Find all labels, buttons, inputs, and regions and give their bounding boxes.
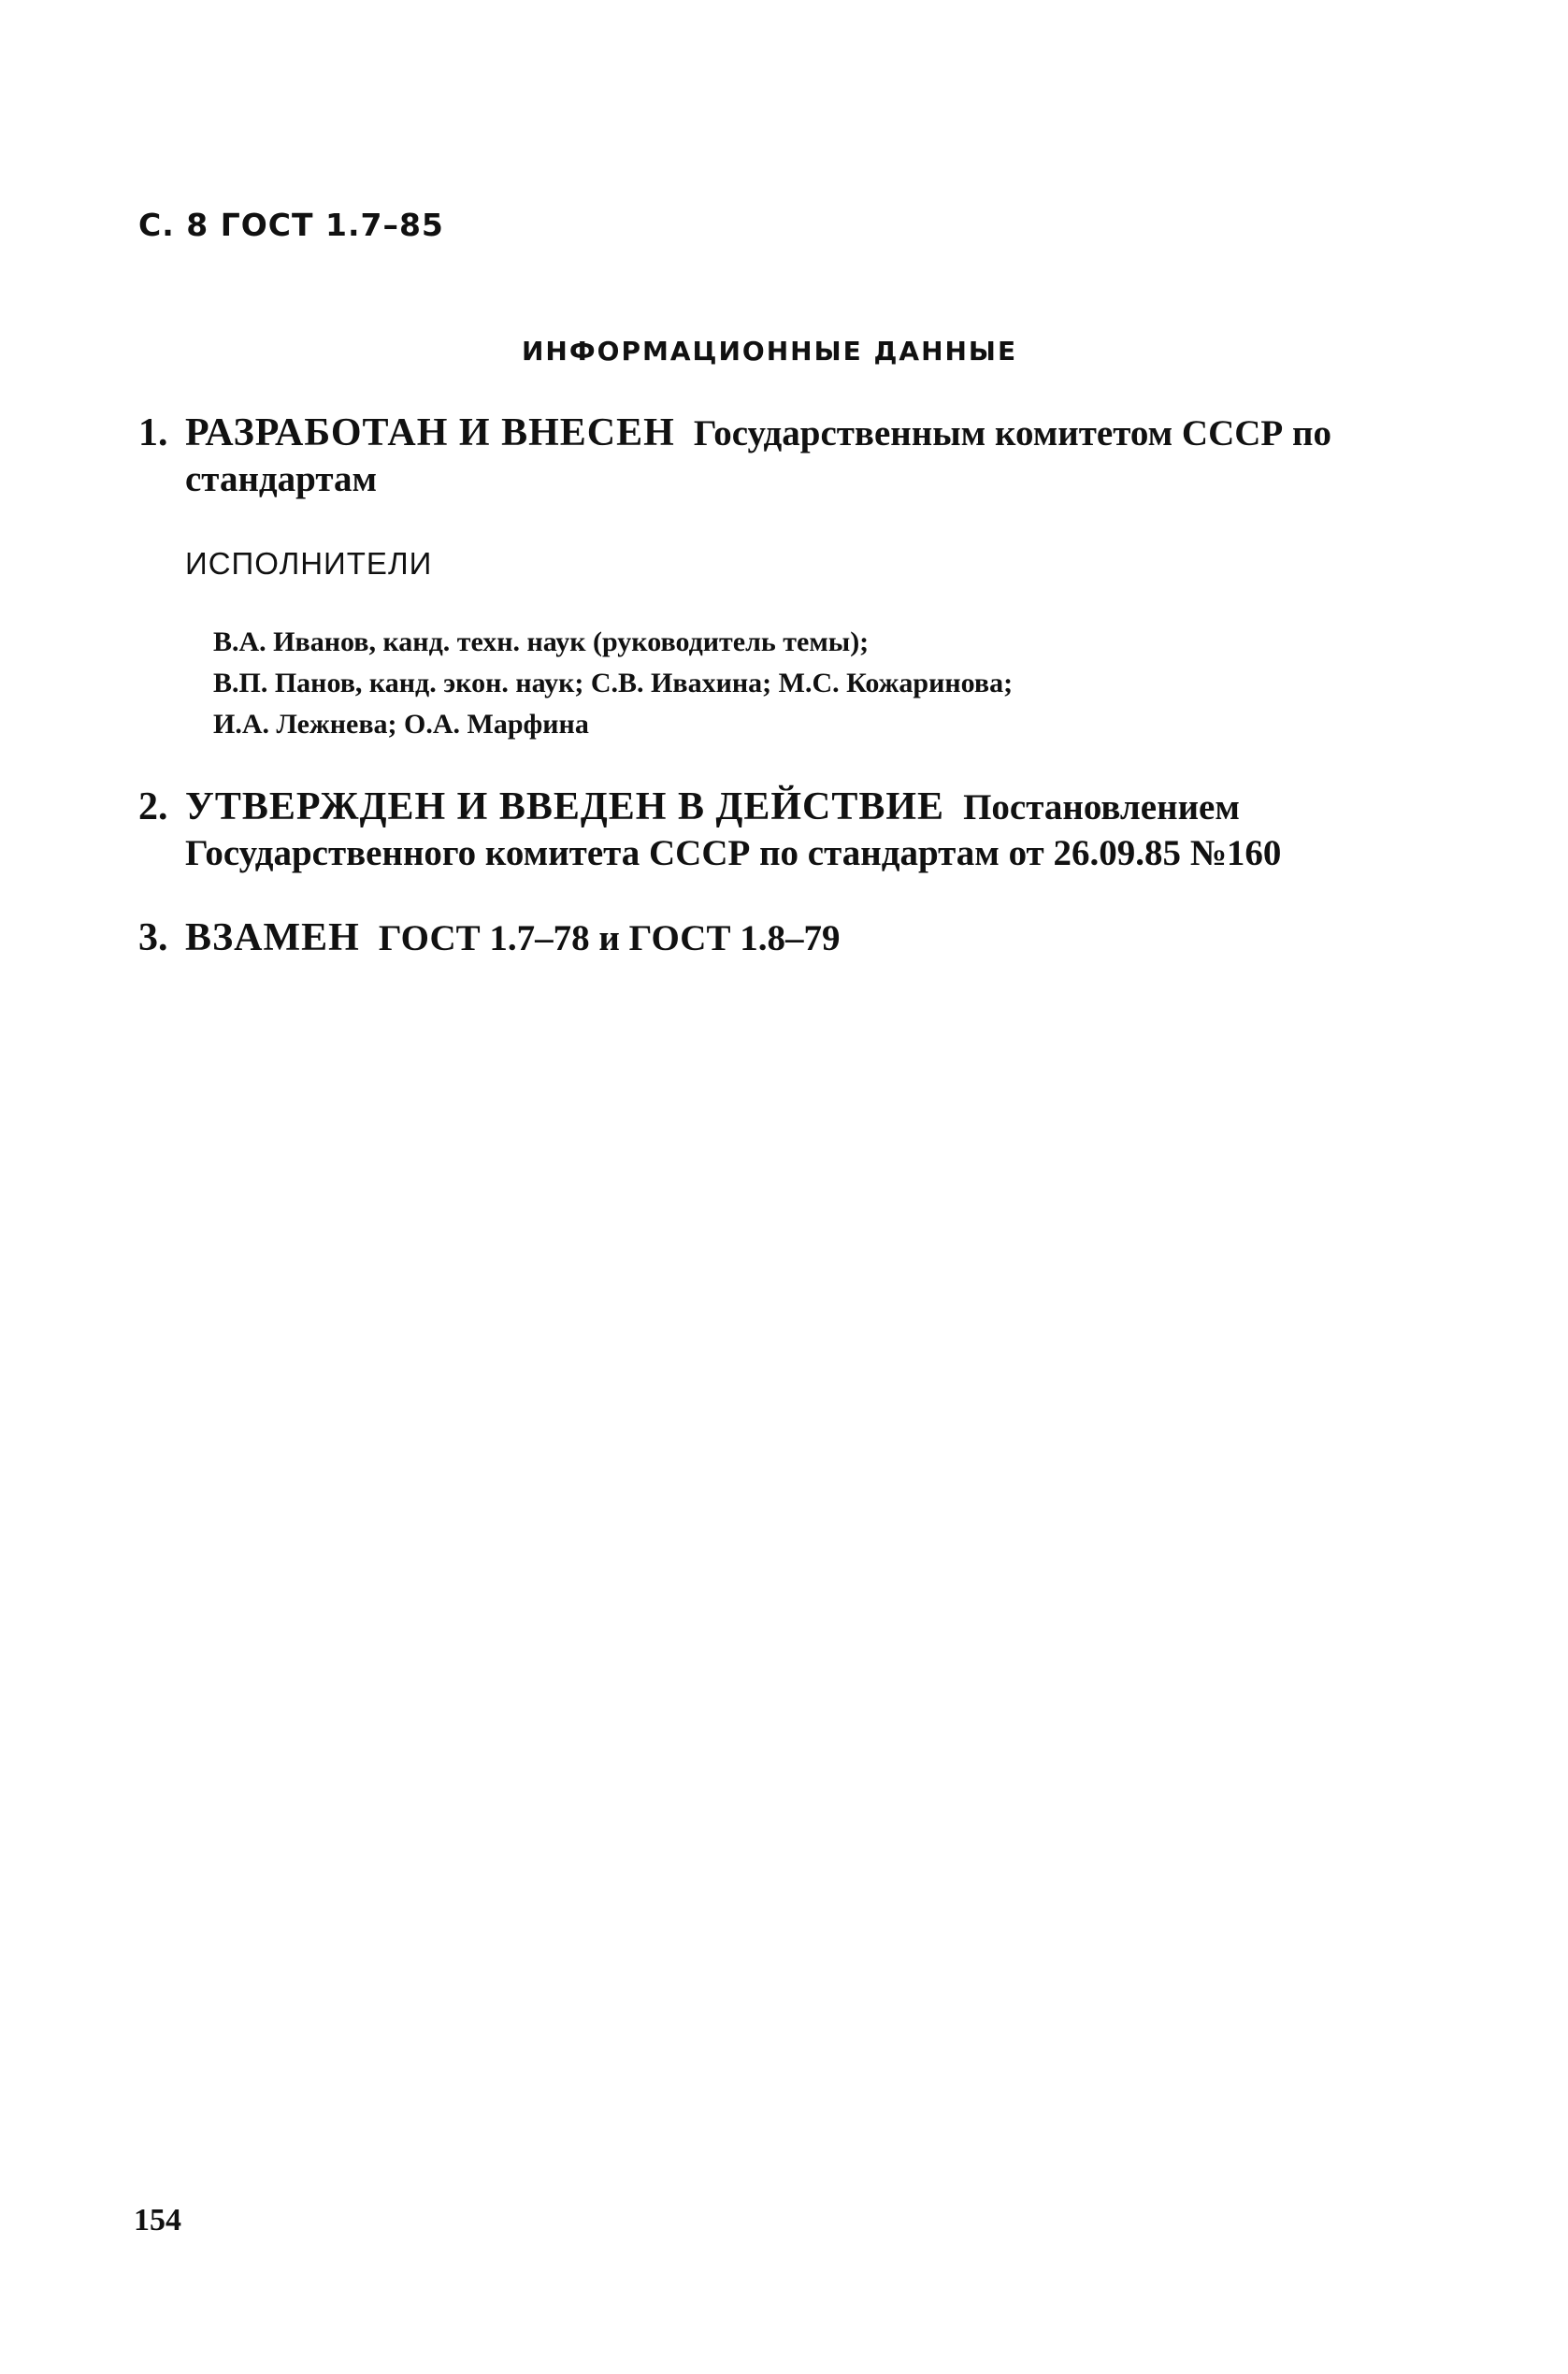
item-heading: РАЗРАБОТАН И ВНЕСЕН (185, 411, 675, 454)
running-head: С. 8 ГОСТ 1.7–85 (138, 207, 444, 243)
page-number: 154 (134, 2203, 181, 2237)
item-number: 1. (138, 411, 168, 454)
item-number: 2. (138, 785, 168, 828)
item-number: 3. (138, 916, 168, 959)
info-item-3 (138, 915, 1466, 961)
item-text: Государственным комитетом СССР по стандартам (185, 413, 1331, 499)
executor-line: В.П. Панов, канд. экон. наук; С.В. Ивахина; М.С. Кожаринова; (213, 668, 1014, 698)
executors-list (213, 622, 1013, 745)
info-item-1 (138, 410, 1466, 502)
executors-label: ИСПОЛНИТЕЛИ (185, 546, 433, 581)
item-heading: ВЗАМЕН (185, 916, 360, 959)
item-heading: УТВЕРЖДЕН И ВВЕДЕН В ДЕЙСТВИЕ (185, 785, 945, 828)
section-title: ИНФОРМАЦИОННЫЕ ДАННЫЕ (522, 336, 1018, 367)
executor-line: В.А. Иванов, канд. техн. наук (руководитель темы); (213, 626, 870, 657)
item-text: ГОСТ 1.7–78 и ГОСТ 1.8–79 (378, 918, 841, 958)
item-text: Постановлением Государственного комитета СССР по стандартам от 26.09.85 №160 (185, 787, 1282, 873)
info-item-2 (138, 784, 1466, 876)
executor-line: И.А. Лежнева; О.А. Марфина (213, 709, 589, 740)
